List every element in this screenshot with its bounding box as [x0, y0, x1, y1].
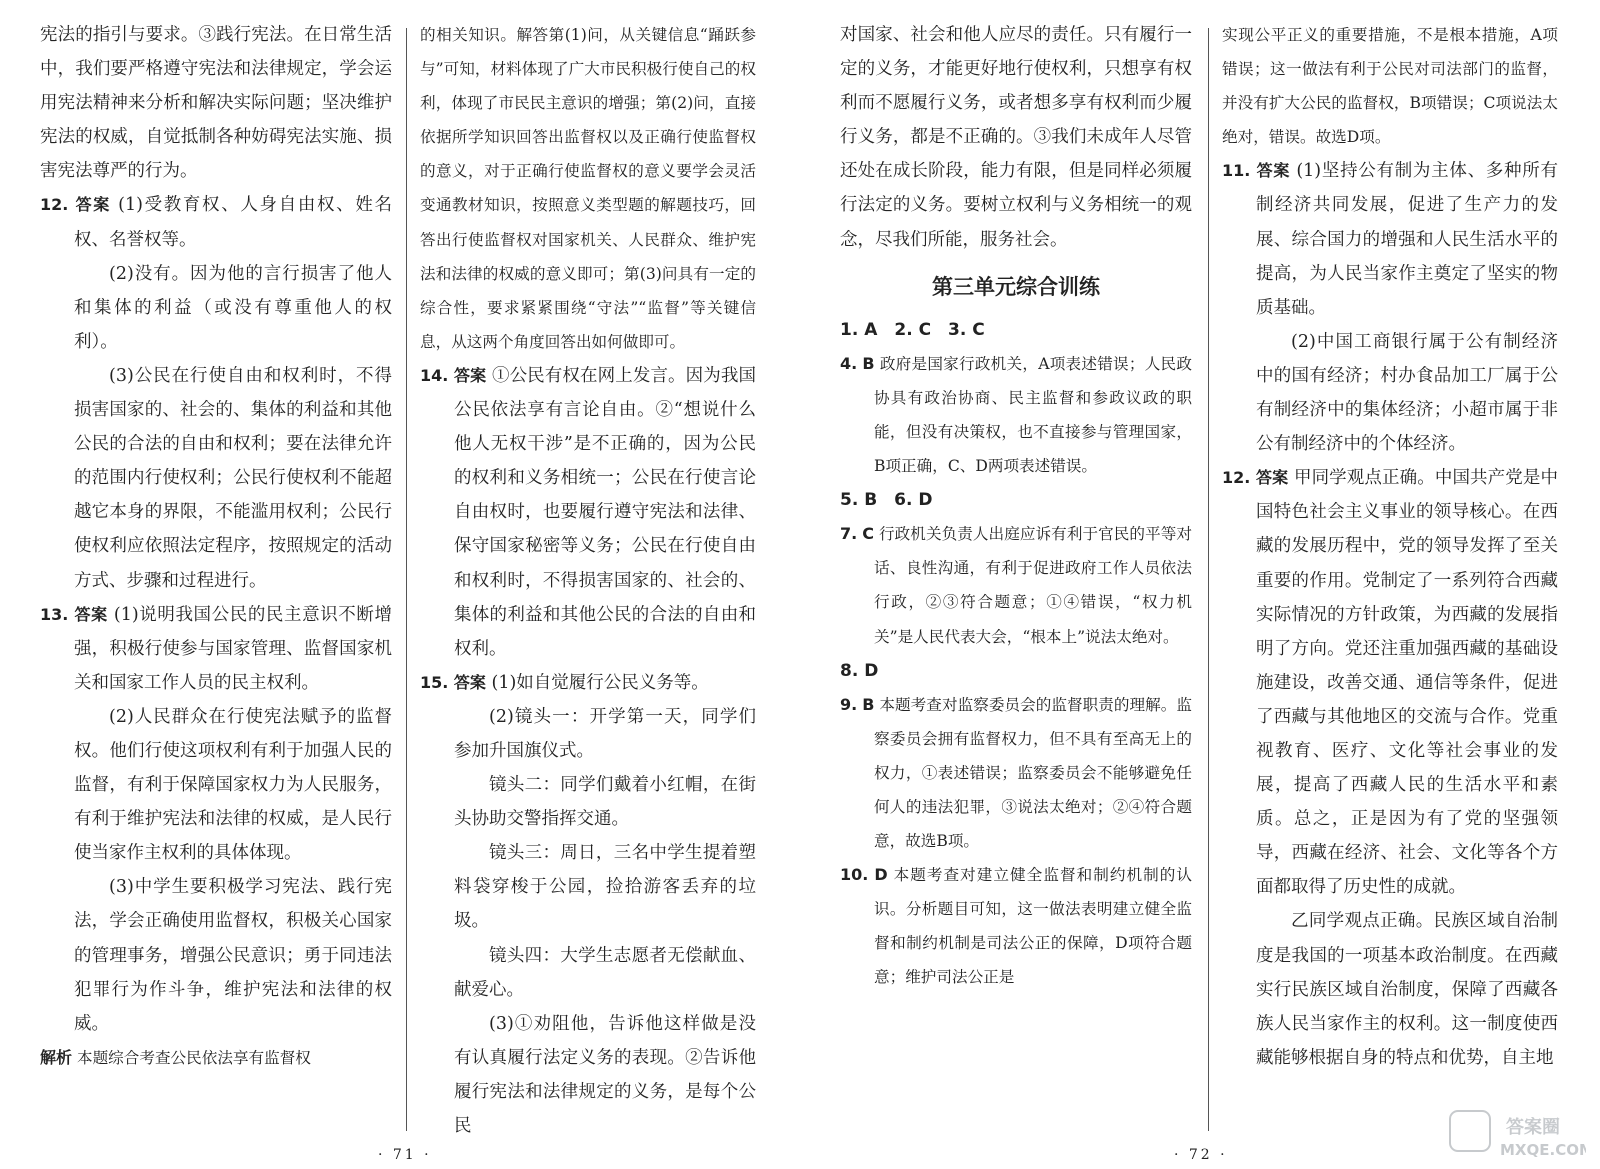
answer-item: [40, 598, 392, 700]
answer-text: (1)坚持公有制为主体、多种所有制经济共同发展，促进了生产力的发展、综合国力的增强和人民生活水平的提高，为人民当家作主奠定了坚实的物质基础。: [1256, 161, 1558, 318]
analysis-line: [40, 1041, 392, 1075]
choice-answers: 5. B 6. D: [840, 490, 933, 511]
answer-subpart: (3)中学生要积极学习宪法、践行宪法，学会正确使用监督权，积极关心国家的管理事务，增强公民意识；勇于同违法犯罪行为作斗争，维护宪法和法律的权威。: [74, 877, 392, 1034]
answer-subpart: (3)公民在行使自由和权利时，不得损害国家的、社会的、集体的利益和其他公民的合法的自由和权利；要在法律允许的范围内行使权利；公民行使权利不能超越它本身的界限，不能滥用权利；公民行使权利应依照法定程序，按照规定的活动方式、步骤和过程进行。: [74, 365, 392, 591]
continued-text: 的相关知识。解答第(1)问，从关键信息“踊跃参与”可知，材料体现了广大市民积极行使自己的权利，体现了市民民主意识的增强；第(2)问，直接依据所学知识回答出监督权以及正确行使监督权的意义，对于正确行使监督权的意义要学会灵活变通教材知识，按照意义类型题的解题技巧，回答出行使监督权对国家机关、人民群众、维护宪法和法律的权威的意义即可；第(3)问具有一定的综合性，要求紧紧围绕“守法”“监督”等关键信息，从这两个角度回答出如何做即可。: [420, 26, 756, 351]
answer-item: [1222, 461, 1558, 904]
answer-item: [420, 359, 756, 666]
answer-text: 行政机关负责人出庭应诉有利于官民的平等对话、良性沟通，有利于促进政府工作人员依法行政，②③符合题意；①④错误，“权力机关”是人民代表大会，“根本上”说法太绝对。: [874, 525, 1192, 646]
watermark-logo: [1446, 1107, 1586, 1163]
choice-answers: 8. D: [840, 660, 879, 681]
answer-subpart: (2)人民群众在行使宪法赋予的监督权。他们行使这项权利有利于加强人民的监督，有利于保障国家权力为人民服务，有利于维护宪法和法律的权威，是人民行使当家作主权利的具体体现。: [74, 706, 392, 864]
section-title: 第三单元综合训练: [932, 274, 1100, 299]
answer-tag: 答案: [1256, 161, 1291, 181]
answer-subpart: (3)①劝阻他，告诉他这样做是没有认真履行法定义务的表现。②告诉他履行宪法和法律规定的义务，是每个公民: [454, 1013, 756, 1136]
answer-tag: C: [862, 524, 874, 544]
question-number: 15.: [420, 672, 449, 692]
answer-subpart: (2)镜头一：开学第一天，同学们参加升国旗仪式。: [454, 706, 756, 761]
question-number: 11.: [1222, 161, 1251, 181]
answer-text: (1)如自觉履行公民义务等。: [491, 672, 709, 693]
answer-item: [40, 188, 392, 256]
question-number: 7.: [840, 524, 858, 544]
answer-subpart: 镜头二：同学们戴着小红帽，在街头协助交警指挥交通。: [454, 775, 756, 830]
answer-text: (1)受教育权、人身自由权、姓名权、名誉权等。: [74, 195, 392, 250]
page-number: · 72 ·: [1174, 1147, 1228, 1163]
analysis-text: 本题综合考查公民依法享有监督权: [76, 1048, 311, 1067]
answer-text: 政府是国家行政机关，A项表述错误；人民政协具有政治协商、民主监督和参政议政的职能，但没有决策权，也不直接参与管理国家，B项正确，C、D两项表述错误。: [874, 354, 1192, 476]
left-column-1: [40, 18, 392, 1075]
continued-text: 实现公平正义的重要措施，不是根本措施，A项错误；这一做法有利于公民对司法部门的监督，并没有扩大公民的监督权，B项错误；C项说法太绝对，错误。故选D项。: [1222, 26, 1558, 147]
answer-item: [840, 517, 1192, 653]
answer-text: ①公民有权在网上发言。因为我国公民依法享有言论自由。②“想说什么他人无权干涉”是不正确的，因为公民的权利和义务相统一；公民在行使言论自由权时，也要履行遵守宪法和法律、保守国家秘密等义务；公民在行使自由和权利时，不得损害国家的、社会的、集体的利益和其他公民的合法的自由和权利。: [454, 365, 756, 659]
answer-item: [840, 347, 1192, 483]
question-number: 12.: [40, 195, 69, 215]
right-column-2: [1222, 18, 1558, 1075]
answer-tag: 答案: [454, 365, 487, 385]
answer-item: [1222, 154, 1558, 324]
answer-text: 本题考查对监察委员会的监督职责的理解。监察委员会拥有监督权力，但不具有至高无上的权力，①表述错误；监察委员会不能够避免任何人的违法犯罪，③说法太绝对；②④符合题意，故选B项。: [874, 695, 1192, 851]
answer-item: [420, 666, 756, 700]
left-column-2: [420, 18, 756, 1143]
question-number: 12.: [1222, 468, 1251, 488]
answer-text: 本题考查对建立健全监督和制约机制的认识。分析题目可知，这一做法表明建立健全监督和制约机制是司法公正的保障，D项符合题意；维护司法公正是: [874, 866, 1192, 987]
answer-subpart: (2)中国工商银行属于公有制经济中的国有经济；村办食品加工厂属于公有制经济中的集体经济；小超市属于非公有制经济中的个体经济。: [1256, 331, 1558, 455]
answer-tag: B: [862, 353, 875, 373]
answer-text: (1)说明我国公民的民主意识不断增强，积极行使参与国家管理、监督国家机关和国家工作人员的民主权利。: [74, 604, 392, 693]
choice-answers: 1. A 2. C 3. C: [840, 319, 985, 340]
right-column-1: [840, 18, 1192, 995]
watermark-text: 答案圈: [1506, 1117, 1560, 1138]
answer-tag: 答案: [74, 604, 108, 624]
analysis-tag: 解析: [40, 1047, 73, 1067]
answer-subpart: (2)没有。因为他的言行损害了他人和集体的利益（或没有尊重他人的权利）。: [74, 263, 392, 352]
answer-text: 甲同学观点正确。中国共产党是中国特色社会主义事业的领导核心。在西藏的发展历程中，党的领导发挥了至关重要的作用。党制定了一系列符合西藏实际情况的方针政策，为西藏的发展指明了方向。党还注重加强西藏的基础设施建设，改善交通、通信等条件，促进了西藏与其他地区的交流与合作。党重视教育、医疗、文化等社会事业的发展，提高了西藏人民的生活水平和素质。总之，正是因为有了党的坚强领导，西藏在经济、社会、文化等各个方面都取得了历史性的成就。: [1256, 468, 1558, 898]
question-number: 9.: [840, 694, 858, 714]
right-page: [800, 0, 1600, 1169]
column-divider: [1208, 28, 1209, 1131]
question-number: 4.: [840, 353, 858, 373]
continued-text: 宪法的指引与要求。③践行宪法。在日常生活中，我们要严格遵守宪法和法律规定，学会运用宪法精神来分析和解决实际问题；坚决维护宪法的权威，自觉抵制各种妨碍宪法实施、损害宪法尊严的行为。: [40, 25, 392, 182]
answer-tag: B: [862, 694, 875, 714]
answer-tag: 答案: [75, 195, 111, 215]
watermark-domain: MXQE.COM: [1500, 1141, 1586, 1159]
column-divider: [406, 28, 407, 1131]
answer-tag: 答案: [453, 672, 486, 692]
question-number: 14.: [420, 365, 449, 385]
answer-item: [840, 688, 1192, 858]
question-number: 10.: [840, 865, 869, 885]
answer-tag: 答案: [1256, 468, 1289, 488]
answer-subpart: 镜头四：大学生志愿者无偿献血、献爱心。: [454, 945, 756, 1000]
answer-subpart: 镜头三：周日，三名中学生提着塑料袋穿梭于公园，捡拾游客丢弃的垃圾。: [454, 843, 756, 932]
page-number: · 71 ·: [378, 1147, 432, 1163]
answer-subpart: 乙同学观点正确。民族区域自治制度是我国的一项基本政治制度。在西藏实行民族区域自治制度，保障了西藏各族人民当家作主的权利。这一制度使西藏能够根据自身的特点和优势，自主地: [1256, 911, 1558, 1068]
answer-tag: D: [874, 865, 888, 885]
watermark-icon: [1446, 1107, 1586, 1163]
continued-text: 对国家、社会和他人应尽的责任。只有履行一定的义务，才能更好地行使权利，只想享有权利而不愿履行义务，或者想多享有权利而少履行义务，都是不正确的。③我们未成年人尽管还处在成长阶段，能力有限，但是同样必须履行法定的义务。要树立权利与义务相统一的观念，尽我们所能，服务社会。: [840, 25, 1192, 250]
question-number: 13.: [40, 604, 69, 624]
answer-item: [840, 858, 1192, 994]
